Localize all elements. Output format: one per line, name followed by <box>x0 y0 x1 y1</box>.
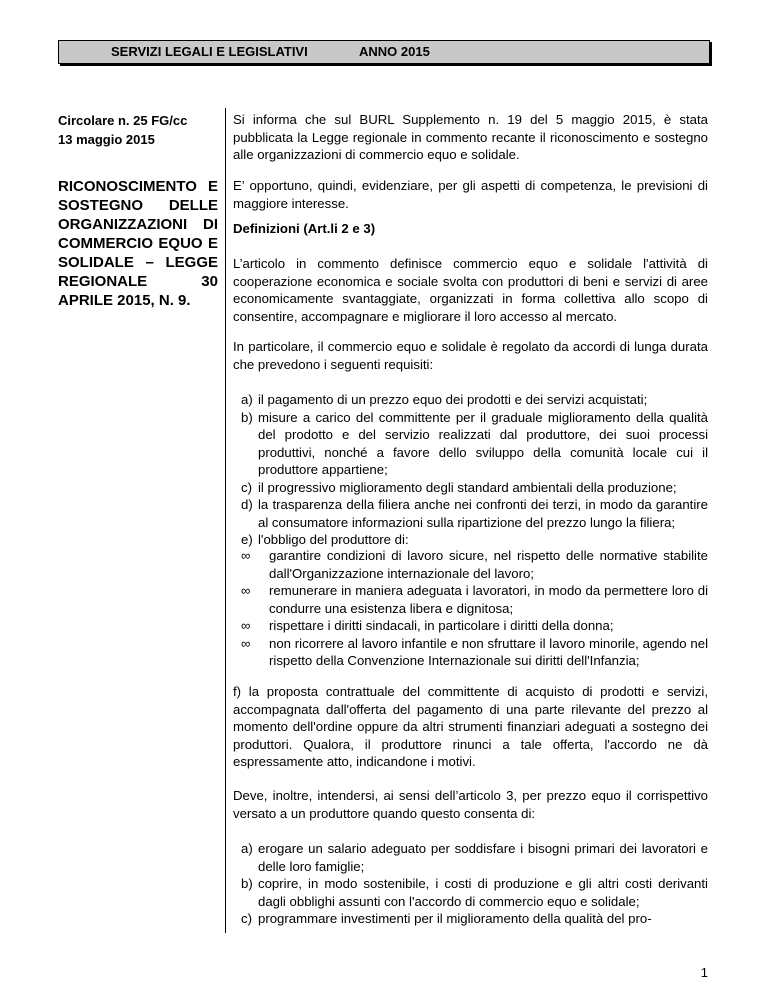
list-item: c) programmare investimenti per il miglioramento della qualità del pro- <box>241 911 652 926</box>
requirements-intro: In particolare, il commercio equo e solidale è regolato da accordi di lunga durata che prevedono i seguenti requisiti: <box>233 339 708 372</box>
infinity-bullet-icon: ∞ <box>241 583 251 598</box>
page-number: 1 <box>700 965 708 980</box>
list-item: ∞ remunerare in maniera adeguata i lavoratori, in modo da permettere loro di condurre una esistenza libera e dignitosa; <box>241 583 708 616</box>
circolare-date: 13 maggio 2015 <box>58 132 155 147</box>
list-item: a) il pagamento di un prezzo equo dei prodotti e dei servizi acquistati; <box>241 392 648 407</box>
list-item: b) misure a carico del committente per il graduale miglioramento della qualità del prodotto e del servizio realizzati dal produttore, dei suoi processi produttivi, nonché a favore dello sviluppo della comunità locale cui il produttore appartiene; <box>241 409 708 477</box>
list-item: a) erogare un salario adeguato per soddisfare i bisogni primari dei lavoratori e delle loro famiglie; <box>241 841 708 874</box>
list-item: e) l'obbligo del produttore di: <box>241 532 409 547</box>
fair-price-list <box>233 840 708 928</box>
section-heading: Definizioni (Art.li 2 e 3) <box>233 221 376 236</box>
intro-paragraph: Si informa che sul BURL Supplemento n. 19 del 5 maggio 2015, è stata pubblicata la Legge regionale in commento recante il riconoscimento e sostegno alle organizzazioni di commercio equo e solidale. <box>233 112 708 162</box>
requirements-list <box>233 391 708 549</box>
list-item: c) il progressivo miglioramento degli standard ambientali della produzione; <box>241 479 677 495</box>
infinity-bullet-icon: ∞ <box>241 635 251 651</box>
header-section: SERVIZI LEGALI E LEGISLATIVI <box>111 44 308 59</box>
circolare-number: Circolare n. 25 FG/cc <box>58 113 188 128</box>
intro-paragraph-2: E’ opportuno, quindi, evidenziare, per gli aspetti di competenza, le previsioni di maggiore interesse. <box>233 178 708 211</box>
list-item: ∞ rispettare i diritti sindacali, in particolare i diritti della donna; <box>241 618 614 633</box>
list-item: b) coprire, in modo sostenibile, i costi di produzione e gli altri costi derivanti dagli obblighi assunti con l'accordo di commercio equo e solidale; <box>241 876 708 909</box>
infinity-bullet-icon: ∞ <box>241 548 251 563</box>
list-item: d) la trasparenza della filiera anche nei confronti dei terzi, in modo da garantire al consumatore informazioni sulla ripartizione del prezzo lungo la filiera; <box>241 497 708 530</box>
item-f-paragraph: f) la proposta contrattuale del committente di acquisto di prodotti e servizi, accompagnata dall'offerta del pagamento di una parte rilevante del prezzo al momento dell'ordine oppure da altri strumenti finanziari adeguati a sostegno dei produttori. Qualora, il produttore rinunci a tale offerta, l'accordo ne dà espressamente atto, indicandone i motivi. <box>233 684 708 769</box>
page-header <box>58 40 710 64</box>
circolare-meta <box>58 111 218 149</box>
fair-price-intro: Deve, inoltre, intendersi, ai sensi dell’articolo 3, per prezzo equo il corrispettivo versato a un produttore quando questo consenta di: <box>233 788 708 821</box>
column-divider <box>225 108 226 933</box>
infinity-bullet-icon: ∞ <box>241 618 251 633</box>
list-item: ∞ garantire condizioni di lavoro sicure, nel rispetto delle normative stabilite dall'Organizzazione internazionale del lavoro; <box>241 548 708 581</box>
definition-paragraph: L’articolo in commento definisce commercio equo e solidale l'attività di cooperazione economica e sociale svolta con produttori di beni e servizi di aree economicamente svantaggiate, organizzati in forma collettiva allo scopo di consentire, accompagnare e migliorare il loro accesso al mercato. <box>233 256 708 324</box>
list-item: ∞ non ricorrere al lavoro infantile e non sfruttare il lavoro minorile, agendo nel rispetto della Convenzione Internazionale sui diritti dell'Infanzia; <box>241 635 708 668</box>
header-year: ANNO 2015 <box>359 44 430 59</box>
document-title: RICONOSCIMENTO E SOSTEGNO DELLE ORGANIZZAZIONI DI COMMERCIO EQUO E SOLIDALE – LEGGE REGIONALE 30 APRILE 2015, N. 9. <box>58 178 218 309</box>
obligations-list <box>233 547 708 670</box>
